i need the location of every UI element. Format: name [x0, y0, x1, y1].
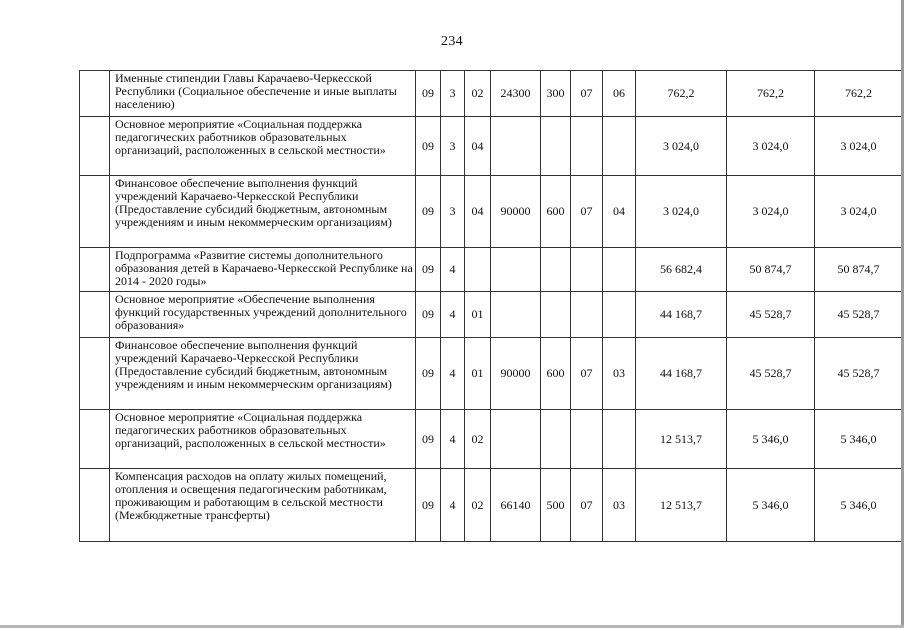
table-body — [80, 71, 903, 542]
section-code-cell: 09 — [416, 469, 441, 542]
row-number-cell — [80, 71, 110, 117]
expense-name-cell: Финансовое обеспечение выполнения функций учреждений Карачаево-Черкесской Республики (Предоставление субсидий бюджетным, автономным учреждениям и иным некоммерческим организациям) — [110, 338, 416, 410]
table-row — [80, 176, 903, 248]
event-code-cell: 02 — [465, 410, 491, 469]
division-code-cell: 07 — [571, 176, 603, 248]
subprogram-code-cell: 3 — [441, 176, 465, 248]
row-number-cell — [80, 248, 110, 292]
subprogram-code-cell: 4 — [441, 292, 465, 338]
amount-year2-cell: 45 528,7 — [727, 338, 815, 410]
division-code-cell: 07 — [571, 71, 603, 117]
amount-year1-cell: 12 513,7 — [636, 469, 727, 542]
amount-year1-cell: 56 682,4 — [636, 248, 727, 292]
direction-code-cell — [491, 248, 541, 292]
amount-year2-cell: 3 024,0 — [727, 176, 815, 248]
row-number-cell — [80, 410, 110, 469]
direction-code-cell — [491, 292, 541, 338]
event-code-cell: 04 — [465, 117, 491, 176]
section-code-cell: 09 — [416, 338, 441, 410]
amount-year1-cell: 762,2 — [636, 71, 727, 117]
subdivision-code-cell: 03 — [603, 338, 636, 410]
expense-name-cell: Компенсация расходов на оплату жилых помещений, отопления и освещения педагогическим работникам, проживающим и работающим в сельской местности (Межбюджетные трансферты) — [110, 469, 416, 542]
subprogram-code-cell: 3 — [441, 71, 465, 117]
amount-year2-cell: 5 346,0 — [727, 469, 815, 542]
expense-name-cell: Финансовое обеспечение выполнения функций учреждений Карачаево-Черкесской Республики (Предоставление субсидий бюджетным, автономным учреждениям и иным некоммерческим организациям) — [110, 176, 416, 248]
direction-code-cell: 24300 — [491, 71, 541, 117]
direction-code-cell: 90000 — [491, 176, 541, 248]
expense-type-code-cell: 500 — [541, 469, 571, 542]
table-row — [80, 469, 903, 542]
section-code-cell: 09 — [416, 117, 441, 176]
expense-type-code-cell — [541, 292, 571, 338]
subdivision-code-cell: 06 — [603, 71, 636, 117]
amount-year3-cell: 3 024,0 — [815, 117, 903, 176]
expense-name-cell: Основное мероприятие «Социальная поддержка педагогических работников образовательных организаций, расположенных в сельской местности» — [110, 117, 416, 176]
expense-type-code-cell — [541, 410, 571, 469]
event-code-cell: 01 — [465, 338, 491, 410]
amount-year3-cell: 5 346,0 — [815, 469, 903, 542]
page-number: 234 — [441, 34, 463, 49]
table-row — [80, 292, 903, 338]
subprogram-code-cell: 4 — [441, 338, 465, 410]
event-code-cell: 01 — [465, 292, 491, 338]
amount-year1-cell: 3 024,0 — [636, 176, 727, 248]
direction-code-cell: 66140 — [491, 469, 541, 542]
amount-year3-cell: 5 346,0 — [815, 410, 903, 469]
division-code-cell — [571, 248, 603, 292]
row-number-cell — [80, 338, 110, 410]
event-code-cell — [465, 248, 491, 292]
subprogram-code-cell: 3 — [441, 117, 465, 176]
event-code-cell: 04 — [465, 176, 491, 248]
table-row — [80, 338, 903, 410]
amount-year3-cell: 762,2 — [815, 71, 903, 117]
division-code-cell — [571, 292, 603, 338]
expense-name-cell: Подпрограмма «Развитие системы дополнительного образования детей в Карачаево-Черкесской Республике на 2014 - 2020 годы» — [110, 248, 416, 292]
amount-year2-cell: 3 024,0 — [727, 117, 815, 176]
direction-code-cell — [491, 410, 541, 469]
amount-year3-cell: 45 528,7 — [815, 292, 903, 338]
expense-type-code-cell — [541, 117, 571, 176]
subdivision-code-cell — [603, 292, 636, 338]
table-row — [80, 71, 903, 117]
amount-year3-cell: 3 024,0 — [815, 176, 903, 248]
expense-name-cell: Именные стипендии Главы Карачаево-Черкесской Республики (Социальное обеспечение и иные выплаты населению) — [110, 71, 416, 117]
amount-year1-cell: 44 168,7 — [636, 338, 727, 410]
event-code-cell: 02 — [465, 469, 491, 542]
subprogram-code-cell: 4 — [441, 410, 465, 469]
amount-year2-cell: 762,2 — [727, 71, 815, 117]
table-row — [80, 248, 903, 292]
row-number-cell — [80, 292, 110, 338]
amount-year2-cell: 50 874,7 — [727, 248, 815, 292]
subdivision-code-cell — [603, 248, 636, 292]
amount-year1-cell: 3 024,0 — [636, 117, 727, 176]
section-code-cell: 09 — [416, 176, 441, 248]
division-code-cell — [571, 410, 603, 469]
row-number-cell — [80, 469, 110, 542]
subprogram-code-cell: 4 — [441, 469, 465, 542]
event-code-cell: 02 — [465, 71, 491, 117]
subprogram-code-cell: 4 — [441, 248, 465, 292]
amount-year2-cell: 5 346,0 — [727, 410, 815, 469]
expense-name-cell: Основное мероприятие «Обеспечение выполнения функций государственных учреждений дополнительного образования» — [110, 292, 416, 338]
amount-year3-cell: 45 528,7 — [815, 338, 903, 410]
subdivision-code-cell — [603, 117, 636, 176]
division-code-cell — [571, 117, 603, 176]
expense-type-code-cell: 600 — [541, 176, 571, 248]
expense-type-code-cell: 300 — [541, 71, 571, 117]
subdivision-code-cell — [603, 410, 636, 469]
amount-year1-cell: 44 168,7 — [636, 292, 727, 338]
amount-year2-cell: 45 528,7 — [727, 292, 815, 338]
expense-type-code-cell: 600 — [541, 338, 571, 410]
row-number-cell — [80, 117, 110, 176]
expense-name-cell: Основное мероприятие «Социальная поддержка педагогических работников образовательных организаций, расположенных в сельской местности» — [110, 410, 416, 469]
section-code-cell: 09 — [416, 71, 441, 117]
direction-code-cell — [491, 117, 541, 176]
amount-year3-cell: 50 874,7 — [815, 248, 903, 292]
section-code-cell: 09 — [416, 410, 441, 469]
row-number-cell — [80, 176, 110, 248]
subdivision-code-cell: 04 — [603, 176, 636, 248]
table-row — [80, 117, 903, 176]
section-code-cell: 09 — [416, 248, 441, 292]
expense-type-code-cell — [541, 248, 571, 292]
section-code-cell: 09 — [416, 292, 441, 338]
amount-year1-cell: 12 513,7 — [636, 410, 727, 469]
table-row — [80, 410, 903, 469]
budget-table — [79, 70, 903, 542]
division-code-cell: 07 — [571, 338, 603, 410]
subdivision-code-cell: 03 — [603, 469, 636, 542]
division-code-cell: 07 — [571, 469, 603, 542]
direction-code-cell: 90000 — [491, 338, 541, 410]
